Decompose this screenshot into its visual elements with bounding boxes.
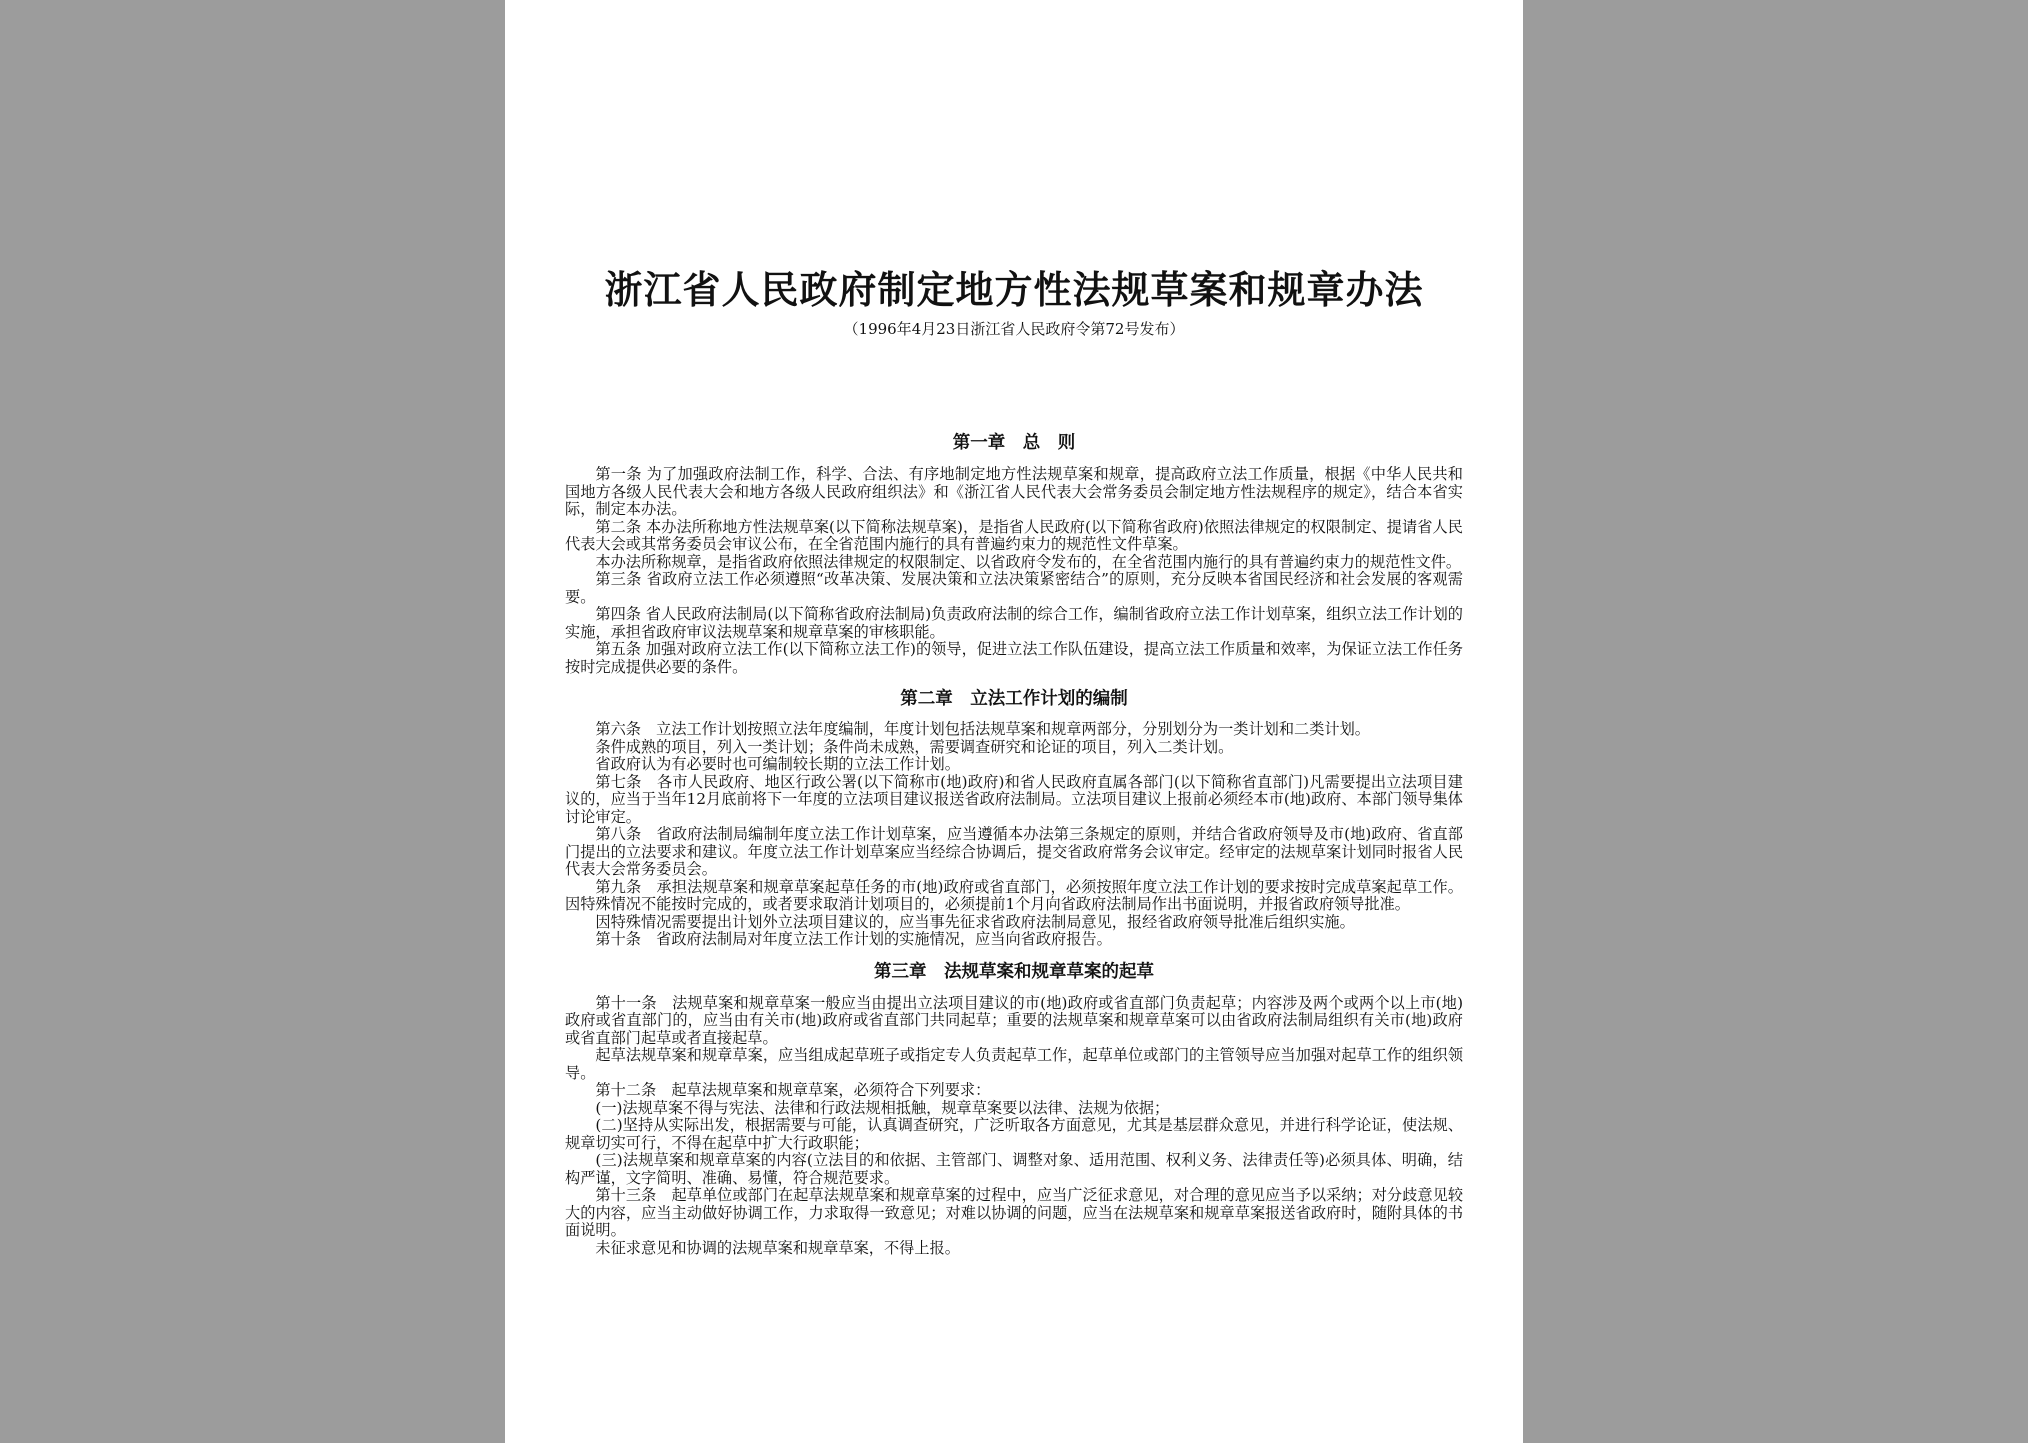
- paragraph: 第十二条 起草法规草案和规章草案，必须符合下列要求：: [595, 1081, 991, 1099]
- paragraph: (三)法规草案和规章草案的内容(立法目的和依据、主管部门、调整对象、适用范围、权利义务、法律责任等)必须具体、明确，结构严谨，文字简明、准确、易懂，符合规范要求。: [565, 1151, 1463, 1187]
- paragraph: 第七条 各市人民政府、地区行政公署(以下简称市(地)政府)和省人民政府直属各部门(以下简称省直部门)凡需要提出立法项目建议的，应当于当年12月底前将下一年度的立法项目建议报送省政府法制局。立法项目建议上报前必须经本市(地)政府、本部门领导集体讨论审定。: [565, 772, 1463, 826]
- paragraph: 第四条 省人民政府法制局(以下简称省政府法制局)负责政府法制的综合工作，编制省政府立法工作计划草案，组织立法工作计划的实施，承担省政府审议法规草案和规章草案的审核职能。: [565, 605, 1463, 641]
- paragraph: 第五条 加强对政府立法工作(以下简称立法工作)的领导，促进立法工作队伍建设，提高立法工作质量和效率，为保证立法工作任务按时完成提供必要的条件。: [565, 640, 1463, 676]
- chapter-3-body: [565, 995, 1463, 1258]
- paragraph: 未征求意见和协调的法规草案和规章草案，不得上报。: [595, 1238, 960, 1257]
- chapter-1-title: 第一章 总 则: [952, 433, 1076, 453]
- chapter-2-title: 第二章 立法工作计划的编制: [900, 689, 1128, 709]
- document-title: 浙江省人民政府制定地方性法规草案和规章办法: [604, 267, 1424, 312]
- paragraph: 第六条 立法工作计划按照立法年度编制，年度计划包括法规草案和规章两部分，分别划分为一类计划和二类计划。: [595, 720, 1370, 738]
- document-subtitle: （1996年4月23日浙江省人民政府令第72号发布）: [843, 320, 1185, 338]
- paragraph: 第十三条 起草单位或部门在起草法规草案和规章草案的过程中，应当广泛征求意见，对合理的意见应当予以采纳；对分歧意见较大的内容，应当主动做好协调工作，力求取得一致意见；对难以协调的问题，应当在法规草案和规章草案报送省政府时，随附具体的书面说明。: [565, 1186, 1463, 1239]
- paragraph: 条件成熟的项目，列入一类计划；条件尚未成熟，需要调查研究和论证的项目，列入二类计划。: [595, 737, 1234, 756]
- paragraph: 省政府认为有必要时也可编制较长期的立法工作计划。: [595, 755, 960, 773]
- paragraph: 第八条 省政府法制局编制年度立法工作计划草案，应当遵循本办法第三条规定的原则，并结合省政府领导及市(地)政府、省直部门提出的立法要求和建议。年度立法工作计划草案应当经综合协调后，提交省政府常务会议审定。经审定的法规草案计划同时报省人民代表大会常务委员会。: [565, 825, 1463, 878]
- paragraph: 第九条 承担法规草案和规章草案起草任务的市(地)政府或省直部门，必须按照年度立法工作计划的要求按时完成草案起草工作。因特殊情况不能按时完成的，或者要求取消计划项目的，必须提前1个月向省政府法制局作出书面说明，并报省政府领导批准。: [565, 877, 1463, 913]
- paragraph: 起草法规草案和规章草案，应当组成起草班子或指定专人负责起草工作，起草单位或部门的主管领导应当加强对起草工作的组织领导。: [565, 1046, 1463, 1082]
- paragraph: 因特殊情况需要提出计划外立法项目建议的，应当事先征求省政府法制局意见，报经省政府领导批准后组织实施。: [595, 912, 1355, 931]
- paragraph: 本办法所称规章，是指省政府依照法律规定的权限制定、以省政府令发布的，在全省范围内施行的具有普遍约束力的规范性文件。: [595, 552, 1462, 571]
- chapter-1-body: [565, 466, 1463, 676]
- paragraph: (一)法规草案不得与宪法、法律和行政法规相抵触，规章草案要以法律、法规为依据；: [595, 1098, 1170, 1117]
- paragraph: 第十一条 法规草案和规章草案一般应当由提出立法项目建议的市(地)政府或省直部门负责起草；内容涉及两个或两个以上市(地)政府或省直部门的，应当由有关市(地)政府或省直部门共同起草；重要的法规草案和规章草案可以由省政府法制局组织有关市(地)政府或省直部门起草或者直接起草。: [565, 993, 1463, 1047]
- chapter-2-body: [565, 721, 1463, 949]
- paragraph: 第一条 为了加强政府法制工作，科学、合法、有序地制定地方性法规草案和规章，提高政府立法工作质量，根据《中华人民共和国地方各级人民代表大会和地方各级人民政府组织法》和《浙江省人民代表大会常务委员会制定地方性法规程序的规定》，结合本省实际，制定本办法。: [565, 465, 1463, 518]
- paragraph: 第三条 省政府立法工作必须遵照“改革决策、发展决策和立法决策紧密结合”的原则，充分反映本省国民经济和社会发展的客观需要。: [565, 570, 1463, 606]
- paragraph: (二)坚持从实际出发，根据需要与可能，认真调查研究，广泛听取各方面意见，尤其是基层群众意见，并进行科学论证，使法规、规章切实可行，不得在起草中扩大行政职能；: [565, 1116, 1463, 1152]
- document-page: [505, 0, 1523, 1443]
- paragraph: 第二条 本办法所称地方性法规草案(以下简称法规草案)，是指省人民政府(以下简称省政府)依照法律规定的权限制定、提请省人民代表大会或其常务委员会审议公布，在全省范围内施行的具有普遍约束力的规范性文件草案。: [565, 517, 1463, 553]
- chapter-3-title: 第三章 法规草案和规章草案的起草: [874, 961, 1154, 982]
- paragraph: 第十条 省政府法制局对年度立法工作计划的实施情况，应当向省政府报告。: [595, 930, 1112, 948]
